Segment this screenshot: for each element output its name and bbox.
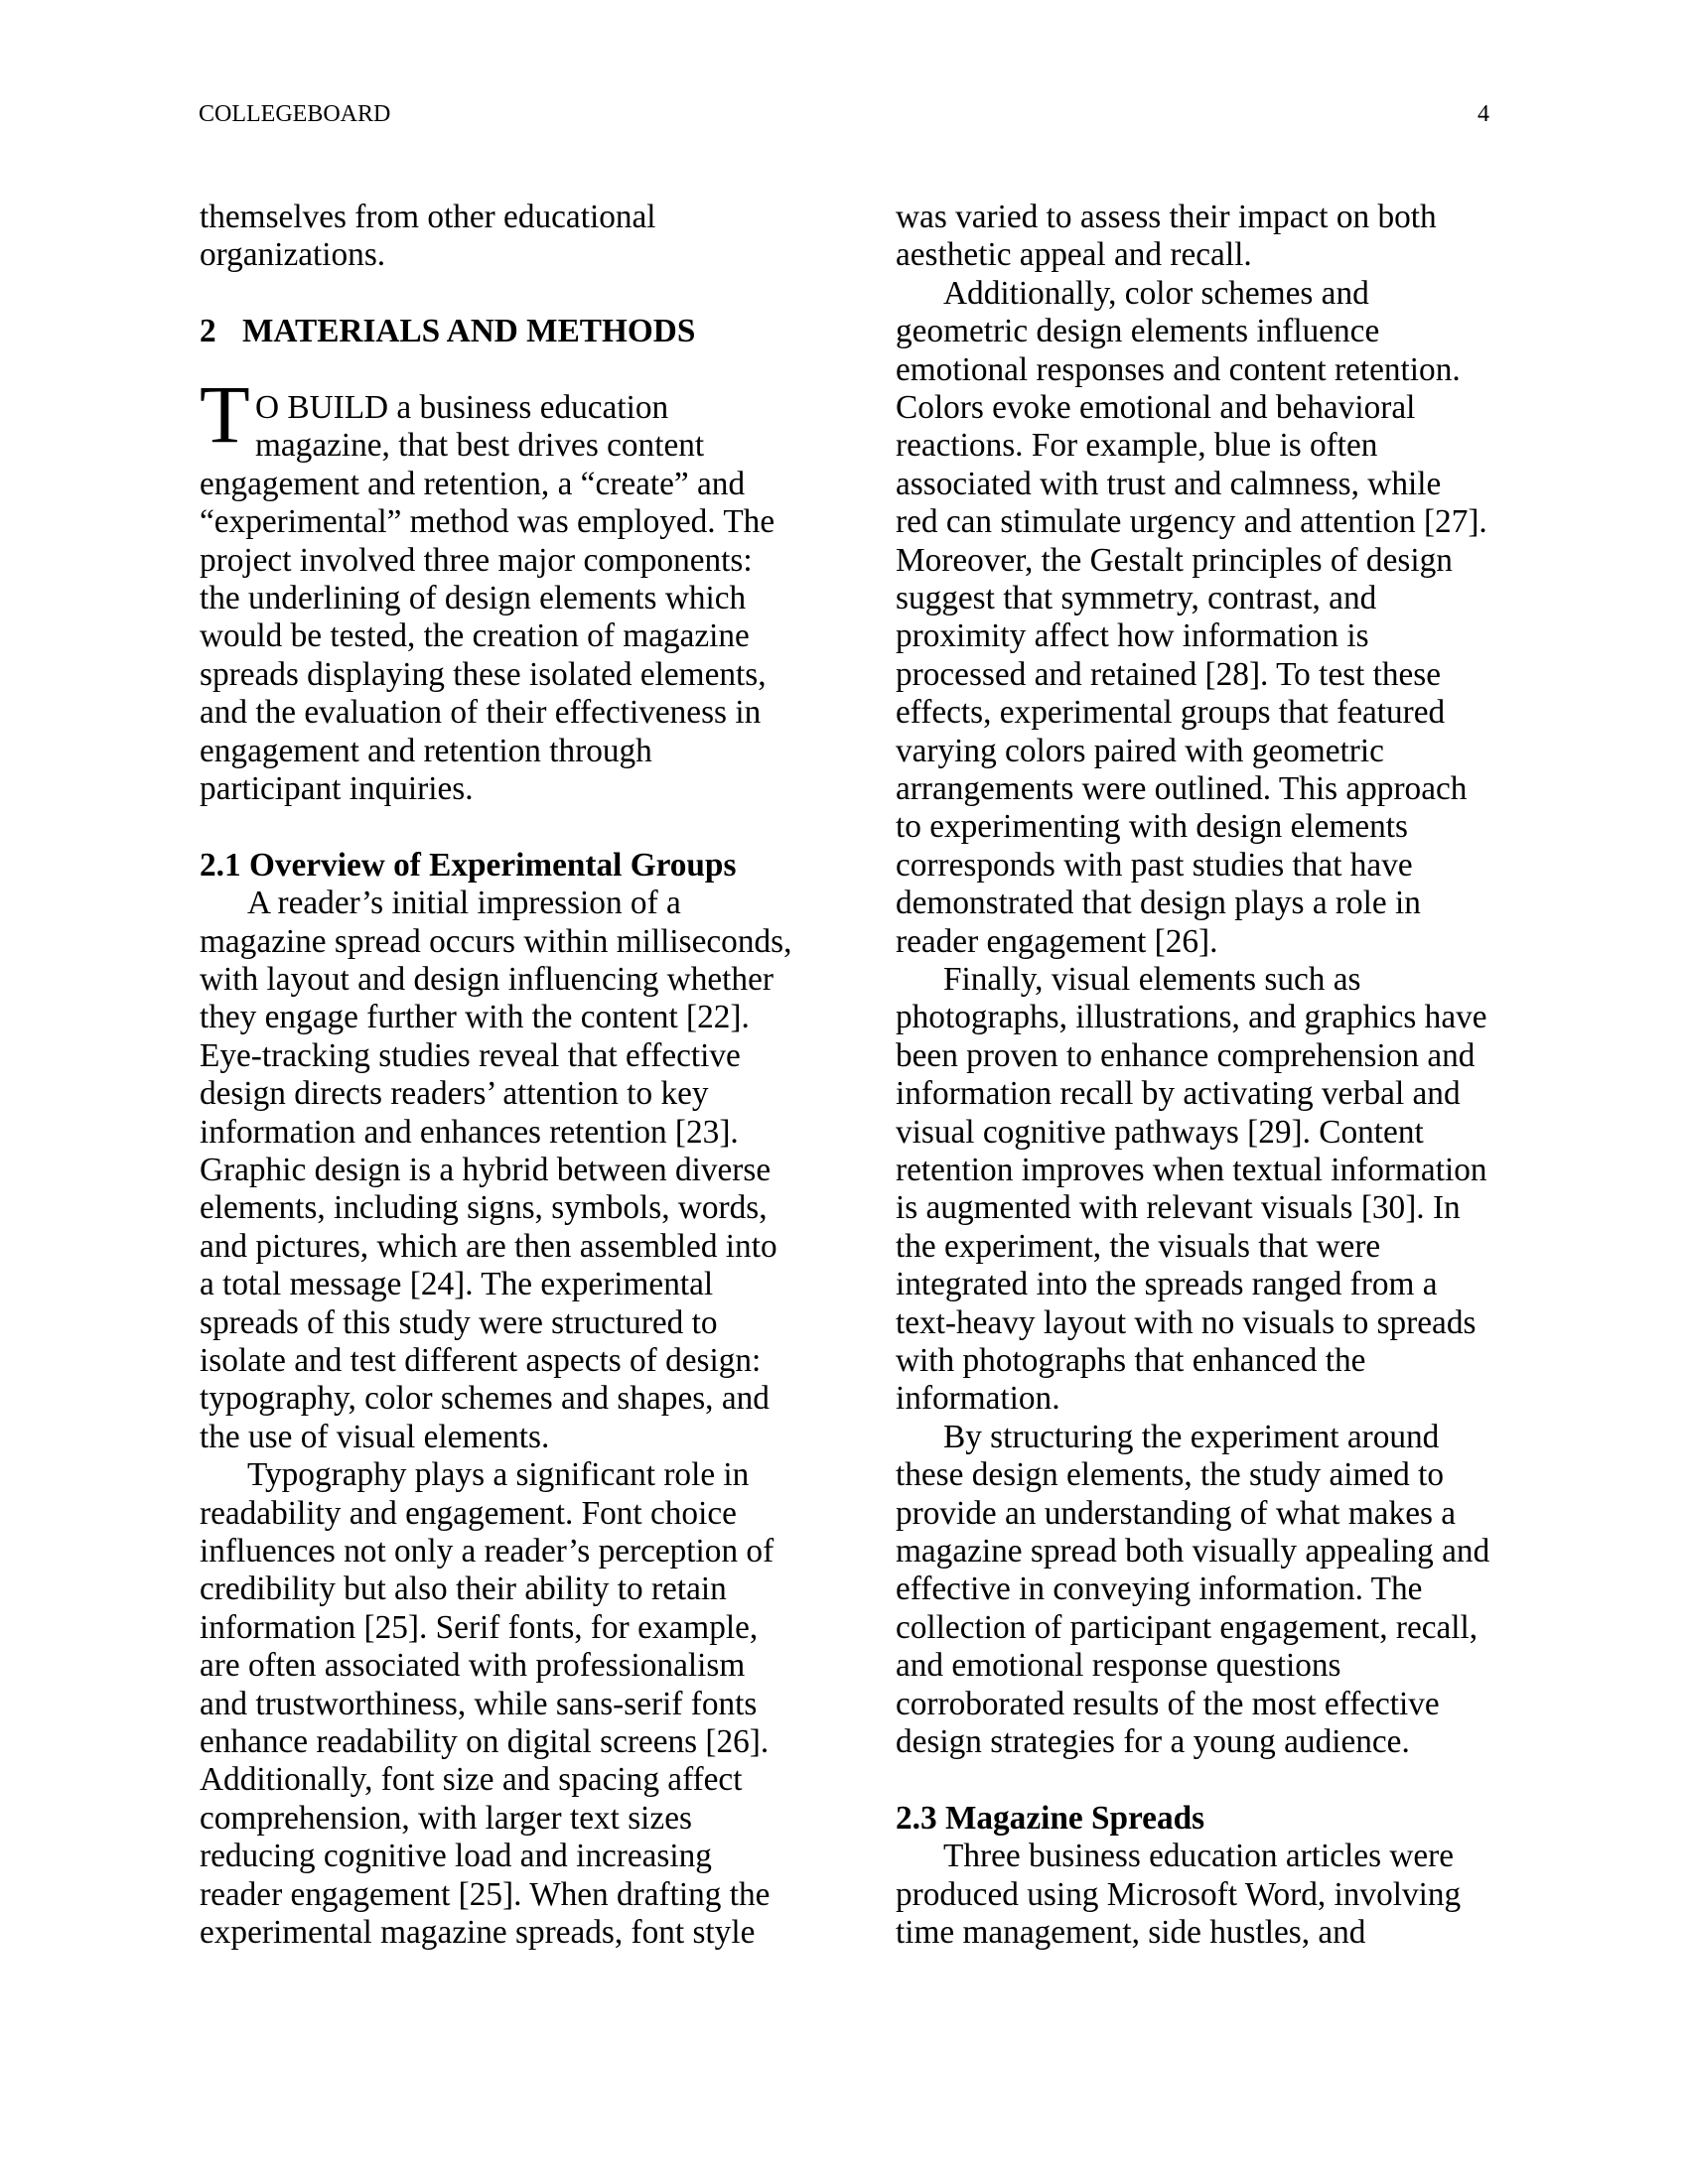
- text-line: enhance readability on digital screens [26].: [200, 1723, 770, 1760]
- paragraph-first-line: Typography plays a significant role in: [247, 1456, 750, 1494]
- text-line: time management, side hustles, and: [896, 1914, 1366, 1951]
- text-line: corroborated results of the most effective: [896, 1685, 1440, 1722]
- text-line: spreads displaying these isolated elements,: [200, 655, 767, 693]
- text-line: would be tested, the creation of magazine: [200, 617, 750, 655]
- text-line: the underlining of design elements which: [200, 580, 747, 616]
- text-line: varying colors paired with geometric: [896, 732, 1384, 769]
- text-line: comprehension, with larger text sizes: [200, 1799, 692, 1837]
- text-line: magazine spread occurs within milliseconds,: [200, 922, 792, 960]
- text-line: elements, including signs, symbols, words,: [200, 1189, 768, 1227]
- text-line: “experimental” method was employed. The: [200, 503, 775, 541]
- text-line: the experiment, the visuals that were: [896, 1227, 1381, 1265]
- section-number: 2: [200, 313, 216, 350]
- text-line: photographs, illustrations, and graphics have: [896, 999, 1487, 1036]
- text-line: information [25]. Serif fonts, for example,: [200, 1608, 759, 1646]
- text-line: reader engagement [25]. When drafting the: [200, 1875, 771, 1913]
- section-title: MATERIALS AND METHODS: [242, 313, 696, 350]
- text-line: spreads of this study were structured to: [200, 1303, 718, 1341]
- text-line: design directs readers’ attention to key: [200, 1075, 709, 1113]
- section-heading: [200, 313, 695, 350]
- text-line: and the evaluation of their effectiveness in: [200, 694, 762, 732]
- paragraph-first-line: Additionally, color schemes and: [943, 274, 1369, 312]
- text-line: effects, experimental groups that featured: [896, 694, 1446, 732]
- text-line: proximity affect how information is: [896, 617, 1369, 655]
- text-line: reader engagement [26].: [896, 922, 1218, 960]
- text-line: been proven to enhance comprehension and: [896, 1036, 1476, 1074]
- text-line: arrangements were outlined. This approach: [896, 770, 1468, 807]
- text-line: and emotional response questions: [896, 1647, 1341, 1685]
- text-line: geometric design elements influence: [896, 313, 1380, 350]
- text-line: information recall by activating verbal and: [896, 1075, 1461, 1113]
- text-line: aesthetic appeal and recall.: [896, 236, 1252, 274]
- text-line: effective in conveying information. The: [896, 1570, 1423, 1608]
- text-line: reducing cognitive load and increasing: [200, 1838, 712, 1875]
- text-line: Eye-tracking studies reveal that effective: [200, 1036, 741, 1074]
- text-line: Graphic design is a hybrid between diverse: [200, 1152, 772, 1188]
- text-line: Colors evoke emotional and behavioral: [896, 389, 1416, 426]
- text-line: red can stimulate urgency and attention [27].: [896, 503, 1487, 541]
- paragraph-first-line: A reader’s initial impression of a: [247, 885, 681, 922]
- text-line: suggest that symmetry, contrast, and: [896, 580, 1377, 616]
- text-line: project involved three major components:: [200, 541, 753, 579]
- subsection-heading: 2.3 Magazine Spreads: [896, 1799, 1205, 1837]
- text-line: and trustworthiness, while sans-serif fonts: [200, 1685, 758, 1722]
- text-line: with photographs that enhanced the: [896, 1342, 1366, 1379]
- text-line: influences not only a reader’s perception of: [200, 1533, 774, 1570]
- text-line: typography, color schemes and shapes, and: [200, 1380, 770, 1418]
- running-title: COLLEGEBOARD: [199, 101, 391, 127]
- text-line: magazine spread both visually appealing and: [896, 1533, 1490, 1570]
- text-line: the use of visual elements.: [200, 1418, 550, 1455]
- text-line: information.: [896, 1380, 1060, 1418]
- text-line: associated with trust and calmness, while: [896, 465, 1442, 502]
- text-line: is augmented with relevant visuals [30]. In: [896, 1189, 1461, 1227]
- text-line: demonstrated that design plays a role in: [896, 885, 1421, 922]
- text-line: information and enhances retention [23].: [200, 1113, 739, 1151]
- running-head: [199, 99, 1489, 129]
- text-line: text-heavy layout with no visuals to spreads: [896, 1303, 1477, 1341]
- text-line: emotional responses and content retention.: [896, 350, 1461, 388]
- text-line: retention improves when textual information: [896, 1152, 1487, 1188]
- text-line: reactions. For example, blue is often: [896, 427, 1378, 465]
- text-line: integrated into the spreads ranged from a: [896, 1266, 1438, 1303]
- text-line: Additionally, font size and spacing affect: [200, 1761, 743, 1799]
- text-line: produced using Microsoft Word, involving: [896, 1875, 1462, 1913]
- text-line: corresponds with past studies that have: [896, 846, 1413, 884]
- text-line: collection of participant engagement, recall,: [896, 1608, 1478, 1646]
- text-line: a total message [24]. The experimental: [200, 1266, 714, 1303]
- drop-cap: T: [200, 368, 250, 460]
- text-line: processed and retained [28]. To test these: [896, 655, 1442, 693]
- paragraph-first-line: Finally, visual elements such as: [943, 961, 1361, 998]
- text-line: provide an understanding of what makes a: [896, 1494, 1457, 1532]
- text-line: to experimenting with design elements: [896, 808, 1408, 846]
- text-line: Moreover, the Gestalt principles of design: [896, 541, 1453, 579]
- text-line: are often associated with professionalism: [200, 1647, 746, 1685]
- text-line: participant inquiries.: [200, 770, 474, 807]
- page-number: 4: [1477, 101, 1489, 127]
- text-line: themselves from other educational: [200, 199, 656, 235]
- text-line: with layout and design influencing whether: [200, 961, 774, 998]
- text-line: credibility but also their ability to retain: [200, 1570, 727, 1608]
- text-line: magazine, that best drives content: [255, 427, 705, 465]
- paragraph-first-line: Three business education articles were: [943, 1838, 1455, 1875]
- text-line: and pictures, which are then assembled into: [200, 1227, 777, 1265]
- text-line: organizations.: [200, 236, 386, 274]
- text-line: visual cognitive pathways [29]. Content: [896, 1113, 1424, 1151]
- text-line: O BUILD a business education: [255, 389, 669, 426]
- text-line: engagement and retention, a “create” and: [200, 465, 746, 502]
- paragraph-first-line: By structuring the experiment around: [943, 1418, 1440, 1455]
- text-line: engagement and retention through: [200, 732, 652, 769]
- text-line: isolate and test different aspects of design:: [200, 1342, 762, 1379]
- text-line: readability and engagement. Font choice: [200, 1494, 737, 1532]
- text-line: was varied to assess their impact on both: [896, 199, 1437, 235]
- text-line: they engage further with the content [22].: [200, 999, 750, 1036]
- subsection-heading: 2.1 Overview of Experimental Groups: [200, 846, 737, 884]
- text-line: these design elements, the study aimed to: [896, 1456, 1445, 1494]
- text-line: design strategies for a young audience.: [896, 1723, 1410, 1760]
- text-line: experimental magazine spreads, font style: [200, 1914, 756, 1951]
